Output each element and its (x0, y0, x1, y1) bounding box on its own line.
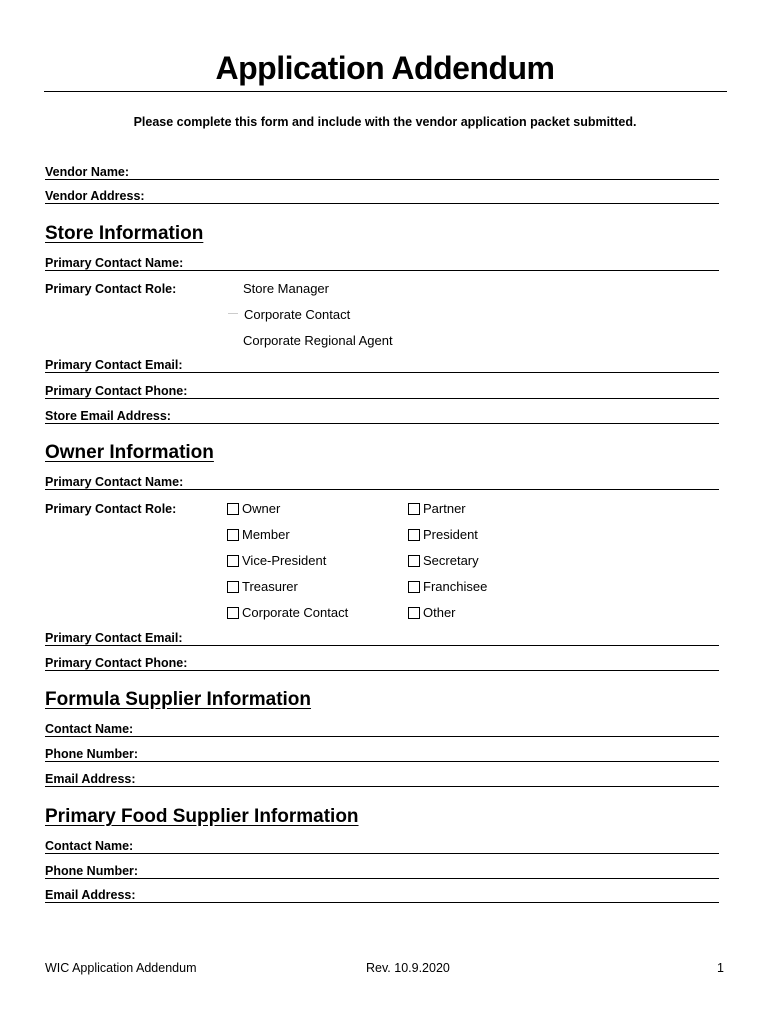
checkbox-icon[interactable] (408, 581, 420, 593)
checkbox-icon[interactable] (227, 581, 239, 593)
formula-phone-line[interactable] (45, 761, 719, 762)
store-contact-name-field[interactable] (45, 256, 719, 274)
store-email-label: Store Email Address: (45, 409, 171, 423)
owner-role-corporate-contact-checkbox[interactable]: Corporate Contact (227, 604, 348, 622)
vendor-address-field[interactable] (45, 189, 719, 207)
footer-document-name: WIC Application Addendum (45, 961, 197, 975)
store-contact-email-label: Primary Contact Email: (45, 358, 183, 372)
checkbox-icon[interactable] (227, 555, 239, 567)
formula-contact-name-line[interactable] (45, 736, 719, 737)
footer-page-number: 1 (717, 961, 724, 975)
vendor-address-label: Vendor Address: (45, 189, 145, 203)
food-phone-field[interactable] (45, 864, 719, 882)
checkbox-icon[interactable] (227, 607, 239, 619)
store-email-line[interactable] (45, 423, 719, 424)
formula-section-heading: Formula Supplier Information (45, 689, 312, 710)
owner-role-secretary-checkbox[interactable]: Secretary (408, 552, 479, 570)
vendor-address-line[interactable] (45, 203, 719, 204)
food-phone-line[interactable] (45, 878, 719, 879)
page-title: Application Addendum (215, 50, 555, 86)
checkbox-icon[interactable] (408, 503, 420, 515)
vendor-name-line[interactable] (45, 179, 719, 180)
owner-contact-phone-label: Primary Contact Phone: (45, 656, 188, 670)
formula-contact-name-label: Contact Name: (45, 722, 134, 736)
title-divider (44, 91, 727, 92)
owner-role-franchisee-checkbox[interactable]: Franchisee (408, 578, 487, 596)
owner-contact-phone-line[interactable] (45, 670, 719, 671)
food-contact-name-field[interactable] (45, 839, 719, 857)
owner-role-partner-checkbox[interactable]: Partner (408, 500, 466, 518)
store-contact-role-label: Primary Contact Role: (45, 282, 177, 296)
owner-section-heading: Owner Information (45, 442, 214, 463)
owner-contact-name-label: Primary Contact Name: (45, 475, 184, 489)
owner-contact-email-line[interactable] (45, 645, 719, 646)
store-role-corporate-regional-agent[interactable]: Corporate Regional Agent (243, 333, 393, 348)
owner-contact-name-line[interactable] (45, 489, 719, 490)
food-email-field[interactable] (45, 888, 719, 906)
owner-contact-name-field[interactable] (45, 475, 719, 493)
store-contact-email-line[interactable] (45, 372, 719, 373)
owner-contact-email-field[interactable] (45, 631, 719, 649)
formula-email-field[interactable] (45, 772, 719, 790)
food-contact-name-line[interactable] (45, 853, 719, 854)
store-contact-phone-field[interactable] (45, 384, 719, 402)
formula-phone-field[interactable] (45, 747, 719, 765)
store-contact-name-line[interactable] (45, 270, 719, 271)
checkbox-icon[interactable] (227, 503, 239, 515)
footer-revision: Rev. 10.9.2020 (366, 961, 450, 975)
store-contact-phone-label: Primary Contact Phone: (45, 384, 188, 398)
formula-contact-name-field[interactable] (45, 722, 719, 740)
owner-role-vice-president-checkbox[interactable]: Vice-President (227, 552, 326, 570)
store-role-corporate-contact[interactable]: Corporate Contact (228, 306, 350, 324)
vendor-name-label: Vendor Name: (45, 165, 130, 179)
intro-text: Please complete this form and include with the vendor application packet submitted. (133, 115, 637, 129)
checkbox-icon[interactable] (408, 529, 420, 541)
food-section-heading: Primary Food Supplier Information (45, 806, 359, 827)
owner-role-treasurer-checkbox[interactable]: Treasurer (227, 578, 298, 596)
option-marker (228, 313, 238, 315)
owner-role-president-checkbox[interactable]: President (408, 526, 478, 544)
checkbox-icon[interactable] (227, 529, 239, 541)
owner-contact-role-label: Primary Contact Role: (45, 502, 177, 516)
store-contact-email-field[interactable] (45, 358, 719, 376)
food-email-line[interactable] (45, 902, 719, 903)
checkbox-icon[interactable] (408, 555, 420, 567)
owner-contact-email-label: Primary Contact Email: (45, 631, 183, 645)
vendor-name-field[interactable] (45, 165, 719, 183)
formula-phone-label: Phone Number: (45, 747, 139, 761)
owner-contact-phone-field[interactable] (45, 656, 719, 674)
store-contact-name-label: Primary Contact Name: (45, 256, 184, 270)
checkbox-icon[interactable] (408, 607, 420, 619)
food-contact-name-label: Contact Name: (45, 839, 134, 853)
formula-email-line[interactable] (45, 786, 719, 787)
store-contact-phone-line[interactable] (45, 398, 719, 399)
food-email-label: Email Address: (45, 888, 136, 902)
store-section-heading: Store Information (45, 223, 204, 244)
owner-role-owner-checkbox[interactable]: Owner (227, 500, 280, 518)
food-phone-label: Phone Number: (45, 864, 139, 878)
store-role-store-manager[interactable]: Store Manager (243, 281, 329, 296)
owner-role-other-checkbox[interactable]: Other (408, 604, 456, 622)
formula-email-label: Email Address: (45, 772, 136, 786)
owner-role-member-checkbox[interactable]: Member (227, 526, 290, 544)
store-email-field[interactable] (45, 409, 719, 427)
